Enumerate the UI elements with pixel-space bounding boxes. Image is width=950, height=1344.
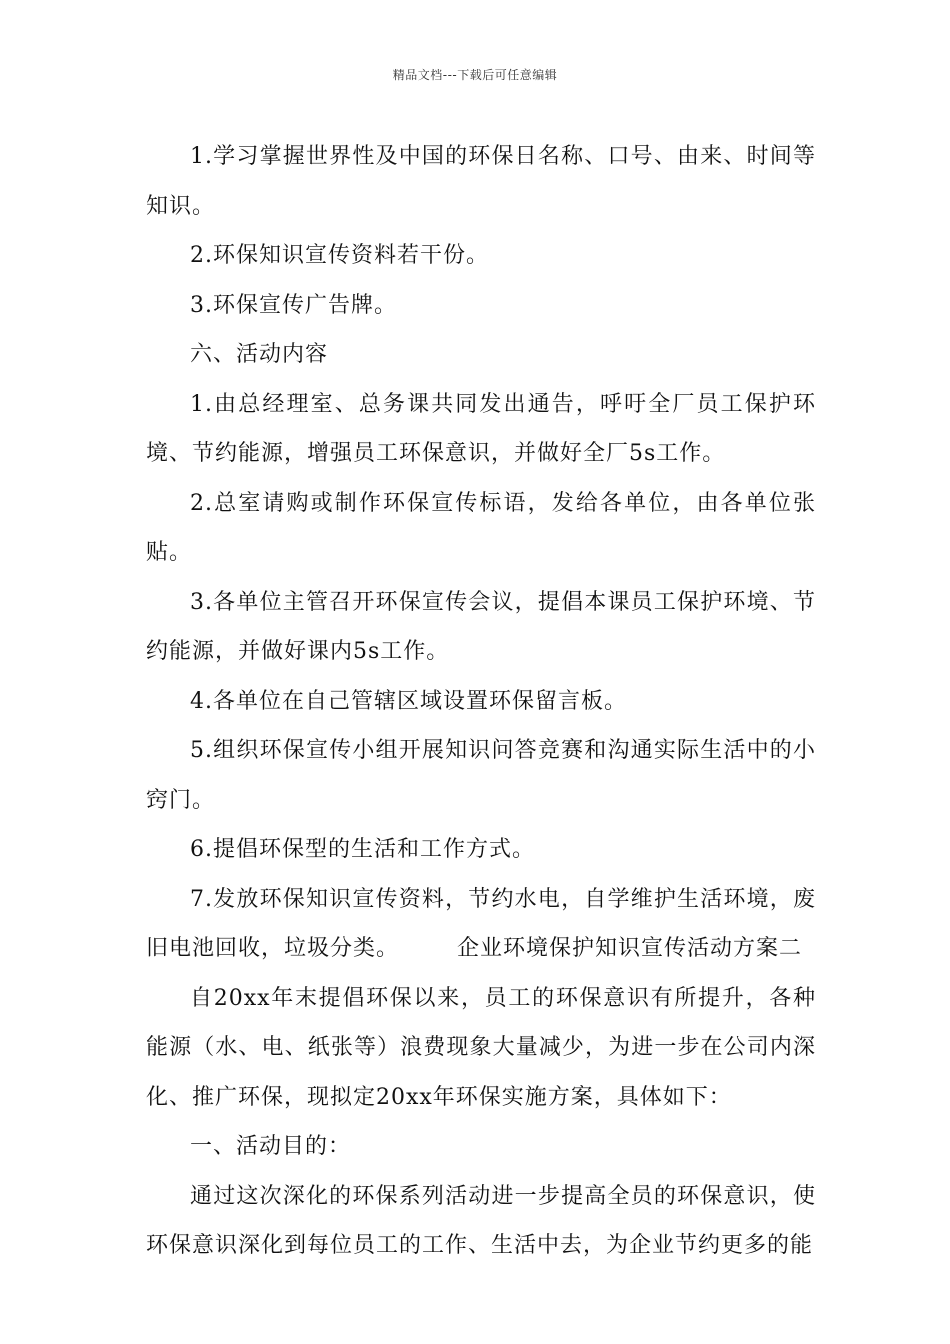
paragraph-item-6: 6.提倡环保型的生活和工作方式。 bbox=[190, 837, 535, 862]
paragraph-item-2: 2.总室请购或制作环保宣传标语，发给各单位，由各单位张贴。 bbox=[146, 490, 816, 565]
paragraph-materials: 2.环保知识宣传资料若干份。 bbox=[190, 243, 489, 268]
paragraph-item-7: 7.发放环保知识宣传资料，节约水电，自学维护生活环境，废旧电池回收，垃圾分类。 企业环境保护知识宣传活动方案二 bbox=[146, 886, 816, 961]
page-header: 精品文档---下载后可任意编辑 bbox=[392, 68, 558, 82]
paragraph-billboard: 3.环保宣传广告牌。 bbox=[190, 292, 397, 318]
section-heading-activity-purpose: 一、活动目的： bbox=[190, 1134, 352, 1159]
paragraph-item-3: 3.各单位主管召开环保宣传会议，提倡本课员工保护环境、节约能源，并做好课内5s工作。 bbox=[146, 589, 816, 664]
paragraph-knowledge: 1.学习掌握世界性及中国的环保日名称、口号、由来、时间等知识。 bbox=[146, 144, 816, 219]
paragraph-item-4: 4.各单位在自己管辖区域设置环保留言板。 bbox=[190, 688, 627, 714]
paragraph-purpose: 通过这次深化的环保系列活动进一步提高全员的环保意识，使环保意识深化到每位员工的工作、生活中去，为企业节约更多的能 bbox=[146, 1183, 816, 1258]
document-body bbox=[146, 132, 816, 1271]
paragraph-plan-two-intro: 自20xx年末提倡环保以来，员工的环保意识有所提升，各种能源（水、电、纸张等）浪费现象大量减少，为进一步在公司内深化、推广环保，现拟定20xx年环保实施方案，具体如下： bbox=[146, 985, 816, 1110]
paragraph-item-5: 5.组织环保宣传小组开展知识问答竞赛和沟通实际生活中的小窍门。 bbox=[146, 738, 816, 813]
section-heading-activity-content: 六、活动内容 bbox=[190, 342, 329, 367]
paragraph-item-1: 1.由总经理室、总务课共同发出通告，呼吁全厂员工保护环境、节约能源，增强员工环保意识，并做好全厂5s工作。 bbox=[146, 391, 816, 466]
